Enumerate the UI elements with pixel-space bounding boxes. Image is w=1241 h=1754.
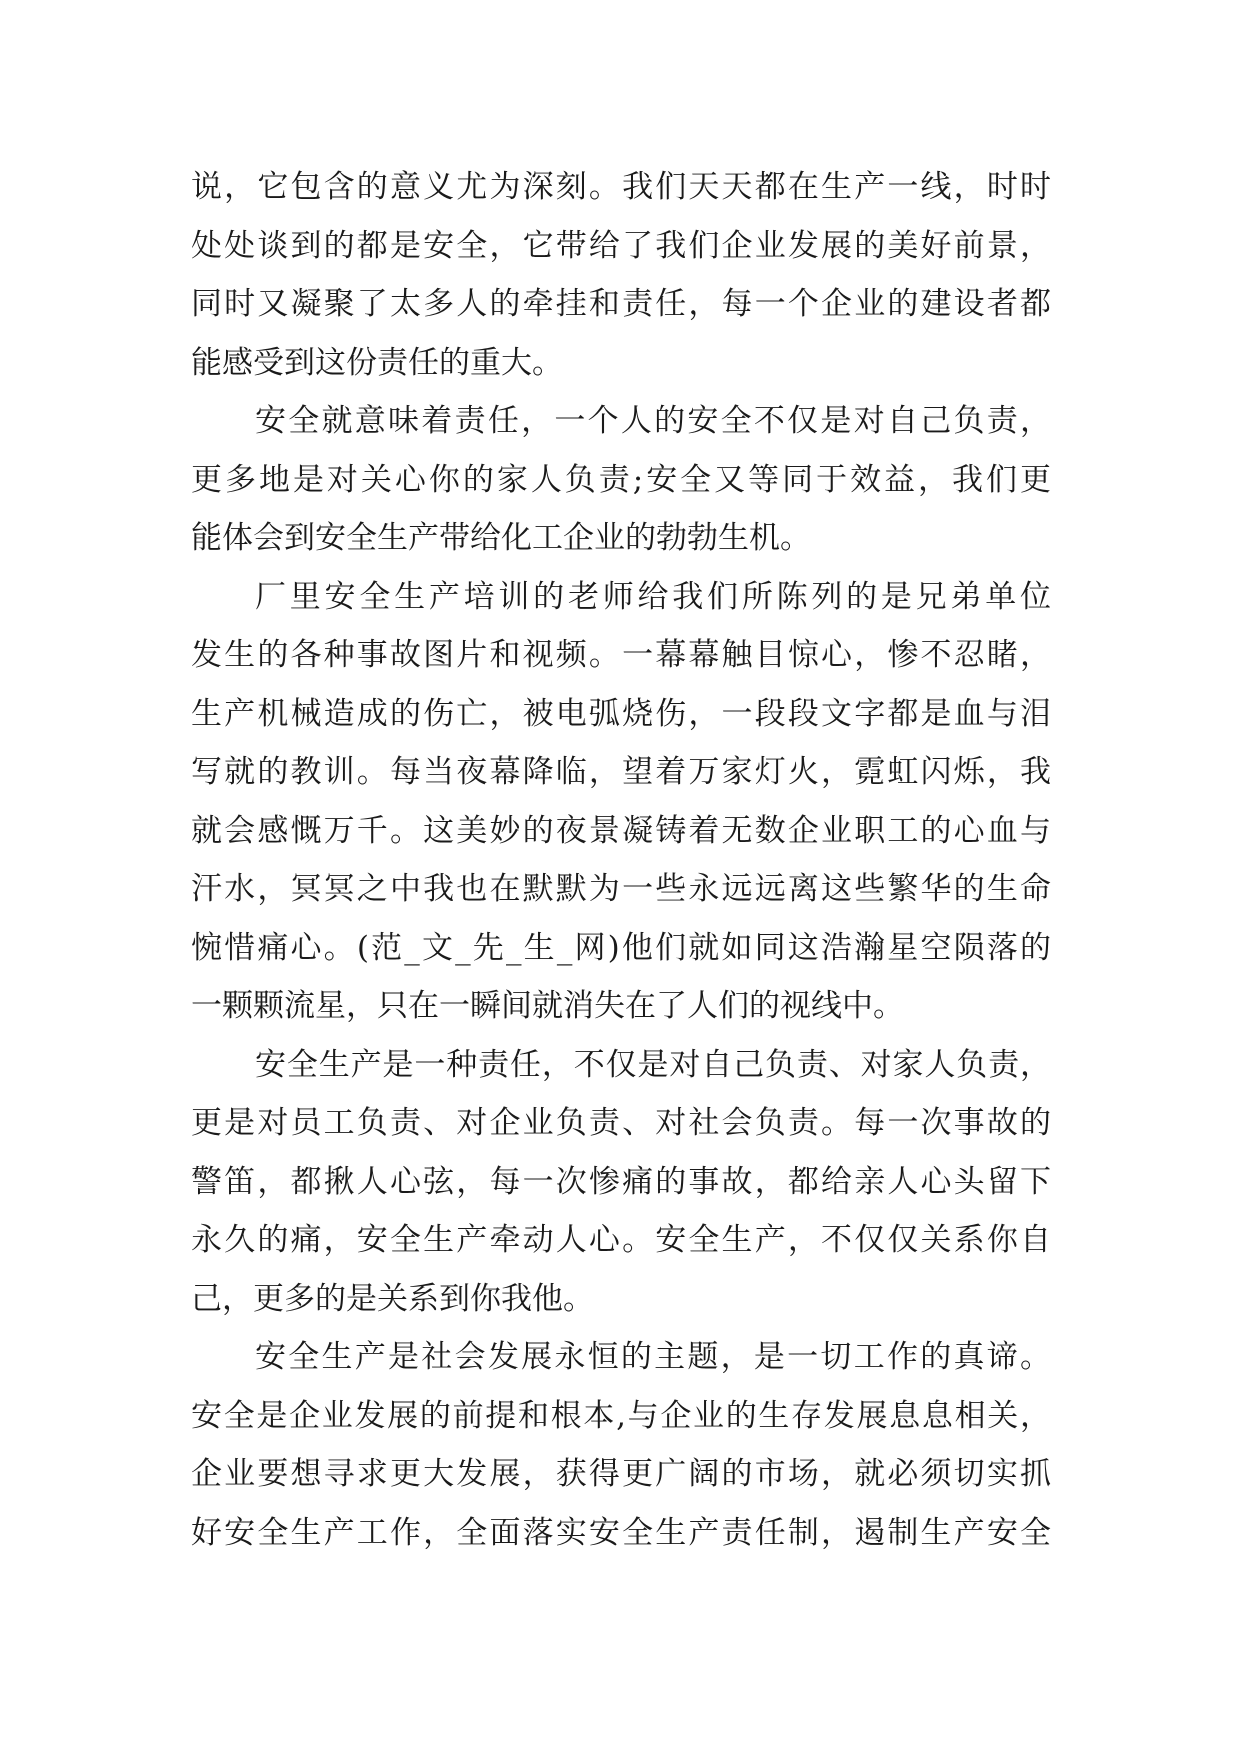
paragraph [191, 1036, 1051, 1329]
text-line: 生产机械造成的伤亡，被电弧烧伤，一段段文字都是血与泪 [191, 695, 1051, 732]
paragraph [191, 392, 1051, 568]
text-line: 能感受到这份责任的重大。 [191, 344, 563, 381]
text-line: 安全是企业发展的前提和根本,与企业的生存发展息息相关， [191, 1397, 1051, 1434]
paragraph [191, 158, 1051, 392]
text-line: 处处谈到的都是安全，它带给了我们企业发展的美好前景， [191, 227, 1051, 264]
text-line: 安全就意味着责任，一个人的安全不仅是对自己负责， [255, 403, 1051, 439]
text-line: 安全生产是一种责任，不仅是对自己负责、对家人负责， [255, 1046, 1051, 1083]
text-line: 更多地是对关心你的家人负责;安全又等同于效益，我们更 [191, 461, 1051, 498]
text-line: 同时又凝聚了太多人的牵挂和责任，每一个企业的建设者都 [191, 286, 1051, 322]
text-line: 好安全生产工作，全面落实安全生产责任制，遏制生产安全 [191, 1514, 1051, 1551]
text-line: 更是对员工负责、对企业负责、对社会负责。每一次事故的 [191, 1105, 1051, 1141]
text-line: 己，更多的是关系到你我他。 [191, 1280, 594, 1317]
text-line: 安全生产是社会发展永恒的主题，是一切工作的真谛。 [255, 1339, 1051, 1375]
text-line: 惋惜痛心。(范_文_先_生_网)他们就如同这浩瀚星空陨落的 [191, 929, 1051, 966]
paragraph [191, 1328, 1051, 1562]
text-line: 一颗颗流星，只在一瞬间就消失在了人们的视线中。 [191, 988, 904, 1024]
paragraph [191, 568, 1051, 1036]
text-line: 说，它包含的意义尤为深刻。我们天天都在生产一线，时时 [191, 169, 1051, 205]
text-line: 写就的教训。每当夜幕降临，望着万家灯火，霓虹闪烁，我 [191, 754, 1051, 790]
text-line: 就会感慨万千。这美妙的夜景凝铸着无数企业职工的心血与 [191, 812, 1051, 849]
text-line: 企业要想寻求更大发展，获得更广阔的市场，就必须切实抓 [191, 1456, 1051, 1492]
text-line: 能体会到安全生产带给化工企业的勃勃生机。 [191, 520, 811, 556]
text-line: 汗水，冥冥之中我也在默默为一些永远远离这些繁华的生命 [191, 871, 1051, 907]
text-line: 厂里安全生产培训的老师给我们所陈列的是兄弟单位 [255, 578, 1051, 615]
text-line: 发生的各种事故图片和视频。一幕幕触目惊心，惨不忍睹， [191, 637, 1051, 673]
text-line: 永久的痛，安全生产牵动人心。安全生产，不仅仅关系你自 [191, 1222, 1051, 1258]
document-body [191, 158, 1051, 1562]
text-line: 警笛，都揪人心弦，每一次惨痛的事故，都给亲人心头留下 [191, 1163, 1051, 1200]
